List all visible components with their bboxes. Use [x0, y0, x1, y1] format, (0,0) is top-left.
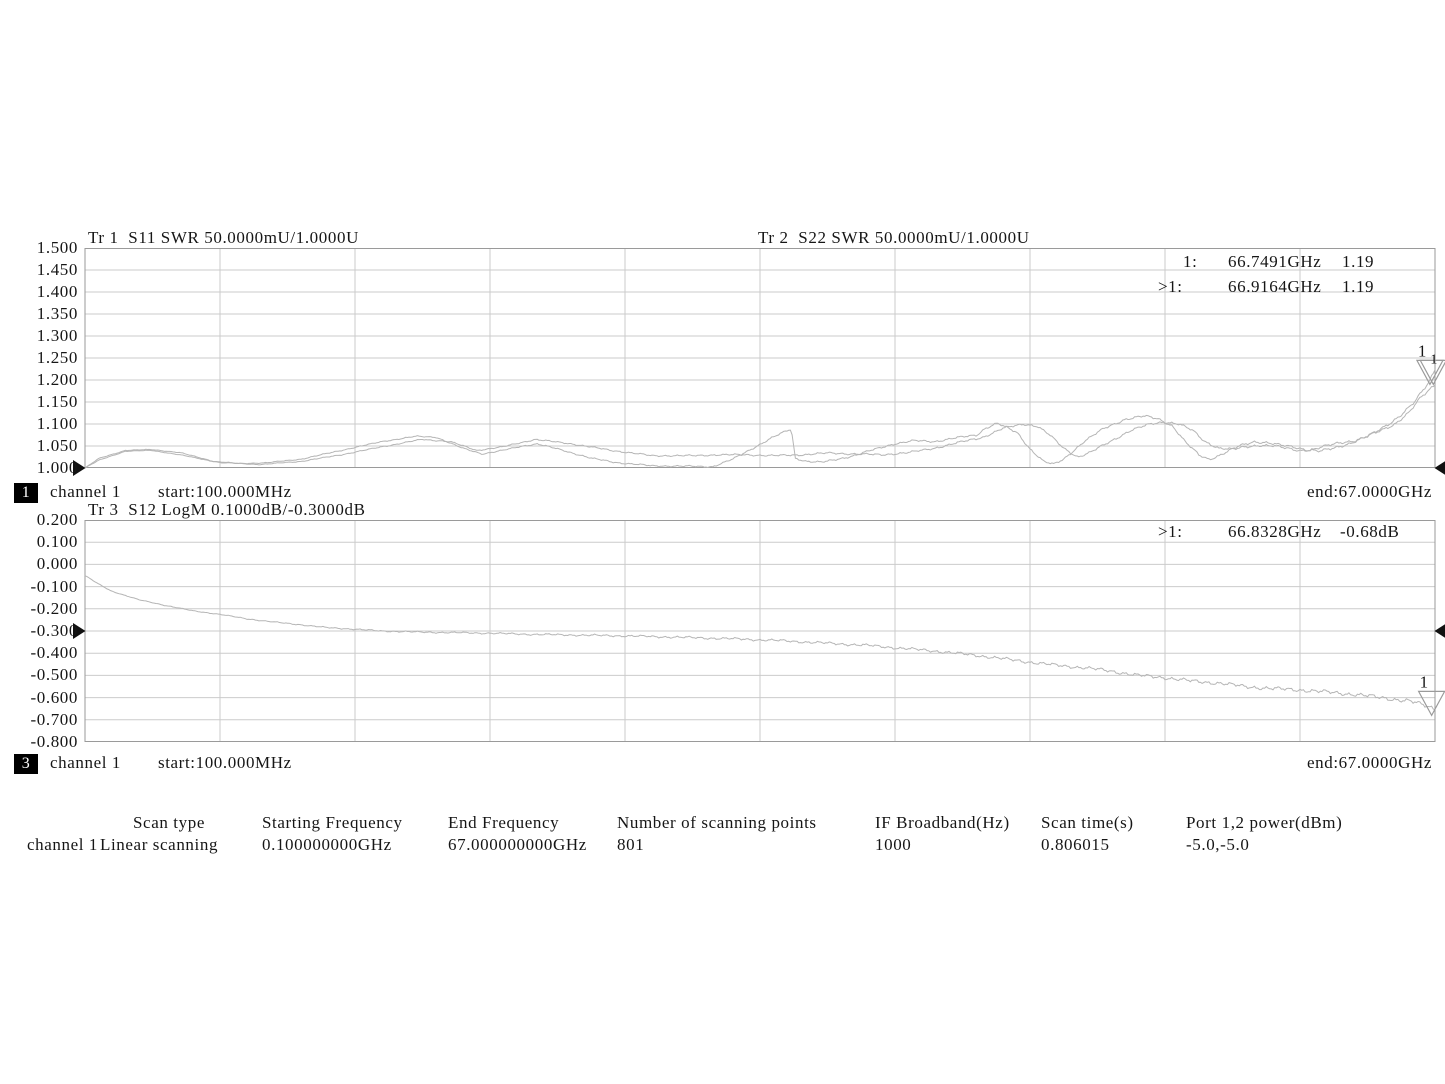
channel-1-label: channel 1 [50, 482, 122, 501]
if-broadband-value: 1000 [875, 835, 912, 854]
port-power-value: -5.0,-5.0 [1186, 835, 1250, 854]
starting-frequency-header: Starting Frequency [262, 813, 403, 832]
marker1-readout-label: 1: [1183, 252, 1198, 271]
y-tick-label: 1.350 [36, 304, 78, 323]
y-tick-label: 1.500 [36, 238, 78, 257]
port-power-header: Port 1,2 power(dBm) [1186, 813, 1343, 832]
marker1-readout-value: 1.19 [1342, 252, 1375, 271]
y-tick-label: -0.300 [30, 621, 78, 640]
marker-1-flag-label: 1 [1417, 341, 1428, 361]
if-broadband-header: IF Broadband(Hz) [875, 813, 1010, 832]
end-frequency-value: 67.000000000GHz [448, 835, 587, 854]
channel-3-end-frequency: end:67.0000GHz [1306, 753, 1432, 772]
channel-3-label: channel 1 [50, 753, 122, 772]
y-tick-label: 0.200 [36, 510, 78, 529]
marker1-readout-freq: 66.7491GHz [1228, 252, 1322, 271]
y-tick-label: 1.050 [36, 436, 78, 455]
y-tick-label: -0.600 [30, 687, 78, 707]
marker1-active-readout-value: 1.19 [1342, 277, 1375, 296]
scan-time-header: Scan time(s) [1041, 813, 1134, 832]
y-tick-label: -0.800 [30, 732, 78, 751]
channel-3-start-frequency: start:100.000MHz [158, 753, 292, 772]
scan-type-header: Scan type [133, 813, 205, 832]
marker1-active-readout-freq: 66.9164GHz [1228, 277, 1322, 296]
trace2-title: Tr 2 S22 SWR 50.0000mU/1.0000U [758, 228, 1030, 247]
y-tick-label: 1.400 [36, 282, 78, 301]
marker-1-triangle[interactable] [1419, 691, 1445, 715]
marker-1-flag-label: 1 [1430, 352, 1438, 368]
channel-1-end-frequency: end:67.0000GHz [1306, 482, 1432, 501]
scanning-points-header: Number of scanning points [617, 813, 817, 832]
y-tick-label: 0.100 [36, 532, 78, 552]
marker1-active-readout-label: >1: [1158, 277, 1183, 296]
trace3-title: Tr 3 S12 LogM 0.1000dB/-0.3000dB [88, 500, 366, 519]
y-tick-label: 1.450 [36, 260, 78, 279]
y-tick-label: -0.100 [30, 576, 78, 596]
reference-level-indicator-right[interactable] [1435, 623, 1445, 639]
grid [85, 520, 1435, 742]
marker-1-flag-label: 1 [1419, 672, 1429, 692]
y-tick-label: 0.000 [36, 554, 78, 574]
channel-window-1-badge[interactable]: 1 [14, 483, 38, 503]
y-tick-label: 1.000 [36, 458, 78, 477]
y-tick-label: 1.200 [36, 370, 78, 389]
y-tick-label: -0.400 [30, 643, 78, 663]
marker1-s12-readout-label: >1: [1158, 522, 1183, 541]
end-frequency-header: End Frequency [448, 813, 560, 832]
y-tick-label: 1.300 [36, 326, 78, 345]
y-tick-label: 1.250 [36, 348, 78, 367]
y-tick-label: -0.200 [30, 598, 78, 618]
starting-frequency-value: 0.100000000GHz [262, 835, 392, 854]
trace1-title: Tr 1 S11 SWR 50.0000mU/1.0000U [88, 228, 359, 247]
y-tick-label: -0.700 [30, 709, 78, 729]
y-tick-label: 1.150 [36, 392, 78, 411]
reference-level-indicator-right[interactable] [1435, 460, 1445, 476]
channel-window-3-badge[interactable]: 3 [14, 754, 38, 774]
marker1-s12-readout-freq: 66.8328GHz [1228, 522, 1322, 541]
scan-type-value: Linear scanning [100, 835, 219, 854]
y-tick-label: 1.100 [36, 414, 78, 433]
scan-time-value: 0.806015 [1041, 835, 1110, 854]
channel-1-start-frequency: start:100.000MHz [158, 482, 292, 501]
y-tick-label: -0.500 [30, 665, 78, 685]
settings-row-label: channel 1 [27, 835, 99, 854]
s12-logm-chart-plot [70, 520, 1445, 752]
marker1-s12-readout-value: -0.68dB [1340, 522, 1400, 541]
scanning-points-value: 801 [617, 835, 645, 854]
